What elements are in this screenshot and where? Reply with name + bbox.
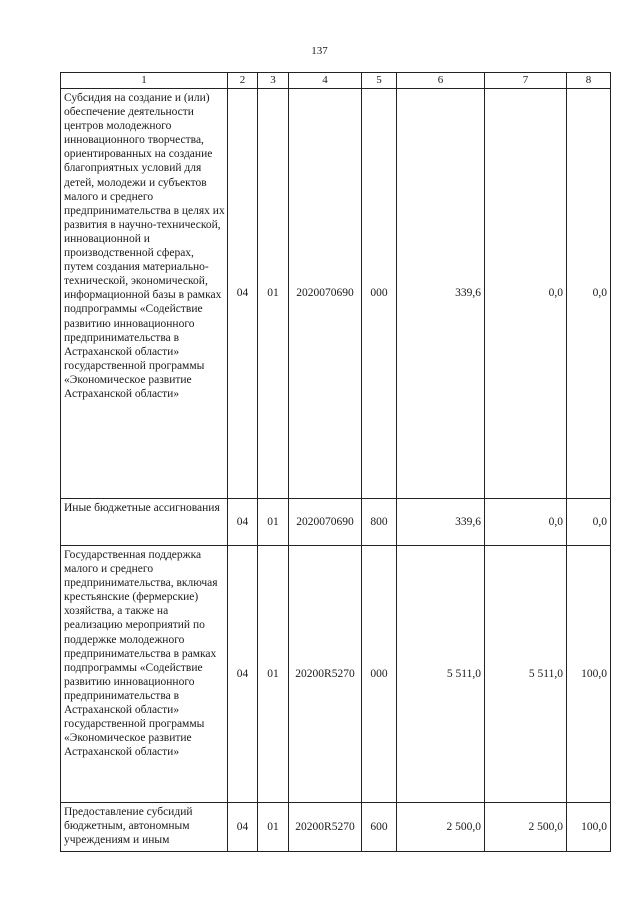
row-description: Государственная поддержка малого и среднего предпринимательства, включая крестьянские (фермерские) хозяйства, а также на реализацию мероприятий по поддержке молодежного предпринимательства в рамках подпрограммы «Содействие развитию инновационного предпринимательства в Астраханской области» государственной программы «Экономическое развитие Астраханской области» xyxy=(61,546,228,803)
percent-executed: 100,0 xyxy=(567,546,611,803)
amount-planned: 339,6 xyxy=(397,89,485,499)
row-description: Субсидия на создание и (или) обеспечение деятельности центров молодежного инновационного творчества, ориентированных на создание благоприятных условий для детей, молодежи и субъектов малого и среднего предпринимательства в целях их развития в научно-технической, инновационной и производственной сферах, путем создания материально-технической, экономической, информационной базы в рамках подпрограммы «Содействие развитию инновационного предпринимательства в Астраханской области» государственной программы «Экономическое развитие Астраханской области» xyxy=(61,89,228,499)
column-header-1: 1 xyxy=(61,73,228,89)
column-header-2: 2 xyxy=(228,73,258,89)
column-header-3: 3 xyxy=(258,73,289,89)
subsection-code: 01 xyxy=(258,499,289,546)
table-row xyxy=(61,546,611,803)
percent-executed: 0,0 xyxy=(567,89,611,499)
amount-executed: 0,0 xyxy=(485,89,567,499)
target-article-code: 20200R5270 xyxy=(289,803,362,852)
target-article-code: 2020070690 xyxy=(289,89,362,499)
amount-executed: 5 511,0 xyxy=(485,546,567,803)
target-article-code: 20200R5270 xyxy=(289,546,362,803)
section-code: 04 xyxy=(228,803,258,852)
page-number: 137 xyxy=(311,45,328,57)
target-article-code: 2020070690 xyxy=(289,499,362,546)
amount-planned: 2 500,0 xyxy=(397,803,485,852)
expense-type-code: 600 xyxy=(362,803,397,852)
percent-executed: 0,0 xyxy=(567,499,611,546)
section-code: 04 xyxy=(228,499,258,546)
percent-executed: 100,0 xyxy=(567,803,611,852)
row-description: Предоставление субсидий бюджетным, автономным учреждениям и иным xyxy=(61,803,228,852)
budget-table xyxy=(60,72,611,852)
column-header-6: 6 xyxy=(397,73,485,89)
subsection-code: 01 xyxy=(258,546,289,803)
expense-type-code: 800 xyxy=(362,499,397,546)
amount-executed: 2 500,0 xyxy=(485,803,567,852)
table-row xyxy=(61,499,611,546)
amount-planned: 5 511,0 xyxy=(397,546,485,803)
subsection-code: 01 xyxy=(258,89,289,499)
header-row xyxy=(61,73,611,89)
column-header-5: 5 xyxy=(362,73,397,89)
amount-planned: 339,6 xyxy=(397,499,485,546)
section-code: 04 xyxy=(228,546,258,803)
section-code: 04 xyxy=(228,89,258,499)
column-header-7: 7 xyxy=(485,73,567,89)
column-header-4: 4 xyxy=(289,73,362,89)
column-header-8: 8 xyxy=(567,73,611,89)
expense-type-code: 000 xyxy=(362,89,397,499)
row-description: Иные бюджетные ассигнования xyxy=(61,499,228,546)
subsection-code: 01 xyxy=(258,803,289,852)
amount-executed: 0,0 xyxy=(485,499,567,546)
table-row xyxy=(61,803,611,852)
expense-type-code: 000 xyxy=(362,546,397,803)
table-row xyxy=(61,89,611,499)
